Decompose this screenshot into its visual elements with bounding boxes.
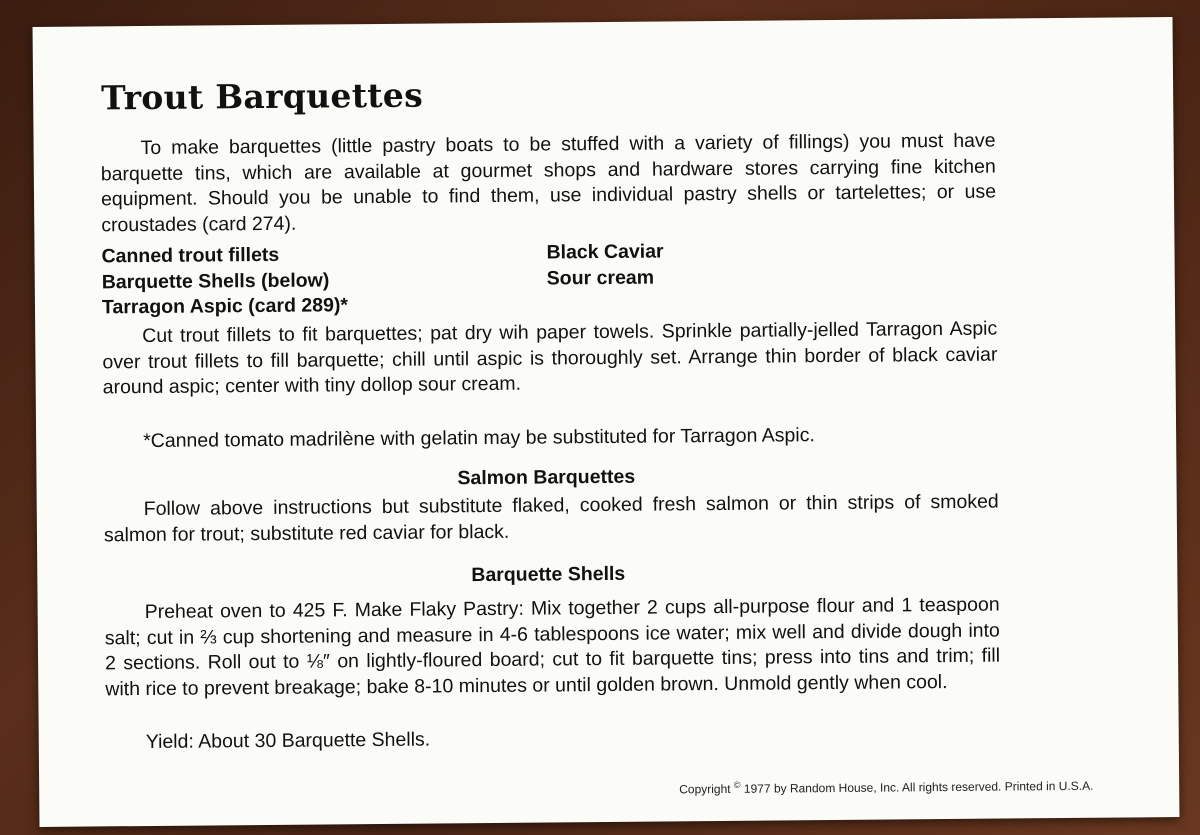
salmon-paragraph: Follow above instructions but substitute flaked, cooked fresh salmon or thin strips of smoked salmon for trout; substitute red caviar for black. — [103, 490, 999, 546]
copyright-text: 1977 by Random House, Inc. All rights reserved. Printed in U.S.A. — [743, 778, 1094, 796]
footnote: *Canned tomato madrilène with gelatin may be substituted for Tarragon Aspic. — [143, 424, 815, 453]
ingredient-column-left — [101, 242, 348, 321]
ingredient-item: Black Caviar — [546, 240, 664, 264]
copyright-notice — [679, 777, 1093, 797]
ingredient-item: Tarragon Aspic (card 289)* — [101, 294, 349, 319]
ingredient-item: Barquette Shells (below) — [101, 268, 330, 293]
shells-heading: Barquette Shells — [471, 562, 626, 587]
method-paragraph: Cut trout fillets to fit barquettes; pat dry wih paper towels. Sprinkle partially-jelled Tarragon Aspic over trout fillets to fill barquette; chill until aspic is thoroughly set. Arrange thin border of black caviar around aspic; center with tiny dollop sour cream. — [102, 317, 998, 399]
ingredient-item: Canned trout fillets — [101, 243, 280, 268]
yield-line: Yield: About 30 Barquette Shells. — [145, 728, 431, 754]
recipe-title: Trout Barquettes — [100, 75, 424, 118]
ingredient-column-right — [546, 239, 664, 291]
recipe-card — [33, 17, 1180, 827]
intro-paragraph: To make barquettes (little pastry boats to be stuffed with a variety of fillings) you must have barquette tins, which are available at gourmet shops and hardware stores carrying fine kitchen equipment. Should you be unable to find them, use individual pastry shells or tartelettes; or use croustades (card 274). — [100, 129, 997, 236]
shells-paragraph: Preheat oven to 425 F. Make Flaky Pastry: Mix together 2 cups all-purpose flour and 1 teaspoon salt; cut in ⅔ cup shortening and measure in 4-6 tablespoons ice water; mix well and divide dough into 2 sections. Roll out to ⅛″ on lightly-floured board; cut to fit barquette tins; press into tins and trim; fill with rice to prevent breakage; bake 8-10 minutes or until golden brown. Unmold gently when cool. — [104, 593, 1001, 700]
ingredient-list — [101, 237, 1001, 319]
copyright-prefix: Copyright — [679, 781, 731, 797]
salmon-heading: Salmon Barquettes — [457, 465, 636, 490]
ingredient-item: Sour cream — [546, 266, 655, 290]
copyright-symbol: © — [733, 779, 741, 790]
